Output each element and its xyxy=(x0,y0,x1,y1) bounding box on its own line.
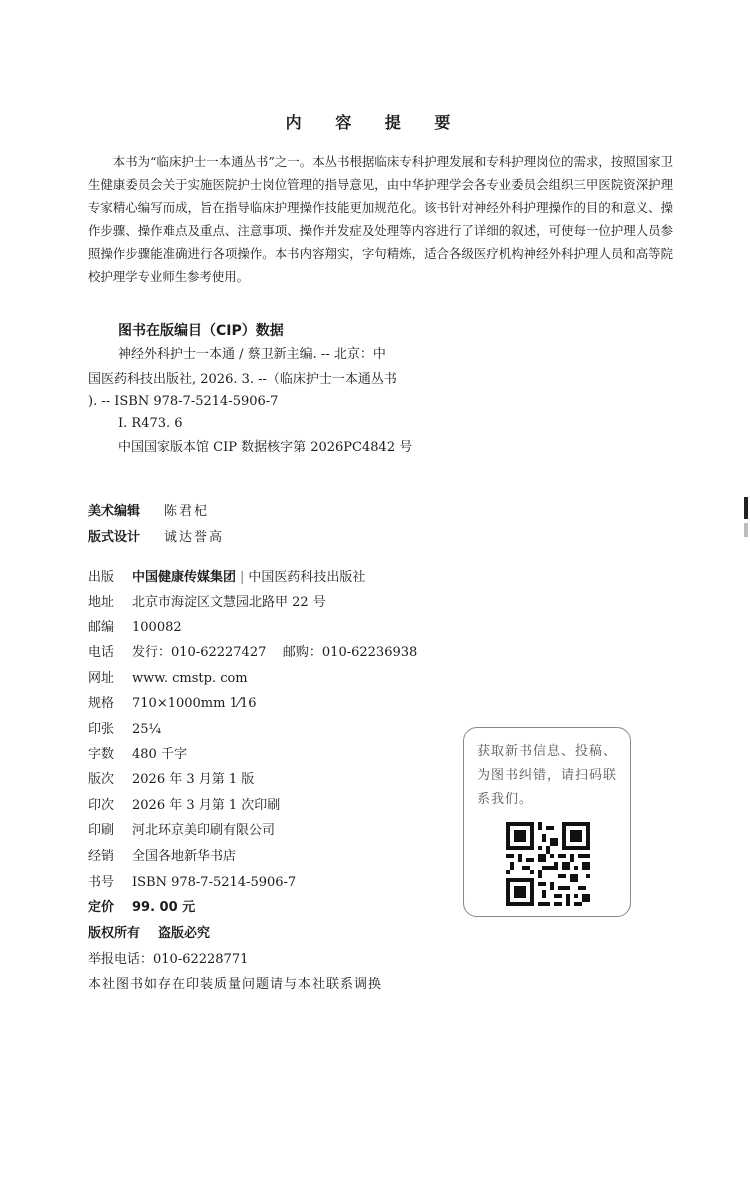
info-row-sheets xyxy=(88,718,161,737)
publisher-label: 出版 xyxy=(88,570,115,585)
cip-line-1: 神经外科护士一本通 / 蔡卫新主编. -- 北京：中 xyxy=(118,347,386,362)
info-row-address xyxy=(88,591,326,610)
piracy-warning: 盗版必究 xyxy=(158,926,211,941)
summary-paragraph: 本书为“临床护士一本通丛书”之一。本丛书根据临床专科护理发展和专科护理岗位的需求，按照国家卫生健康委员会关于实施医院护士岗位管理的指导意见，由中华护理学会各专业委员会组织三甲医院资深护理专家精心编写而成，旨在指导临床护理操作技能更加规范化。该书针对神经外科护理操作的目的和意义、操作步骤、操作难点及重点、注意事项、操作并发症及处理等内容进行了详细的叙述，可使每一位护理人员参照操作步骤能准确进行各项操作。本书内容翔实，字句精炼，适合各级医疗机构神经外科护理人员和高等院校护理学专业师生参考使用。 xyxy=(88,154,673,284)
info-value: 发行：010-62227427 邮购：010-62236938 xyxy=(132,645,418,660)
info-row-isbn xyxy=(88,871,296,890)
credit-value: 诚达誉高 xyxy=(164,530,225,545)
credit-layout-design xyxy=(88,526,224,545)
info-row-distributor xyxy=(88,845,236,864)
info-label: 字数 xyxy=(88,747,115,762)
cip-line-3: ). -- ISBN 978-7-5214-5906-7 xyxy=(88,394,279,409)
qr-code-icon[interactable] xyxy=(506,822,590,906)
info-value: 25¼ xyxy=(132,722,162,737)
page-edge-mark xyxy=(744,497,748,519)
cip-line-2: 国医药科技出版社, 2026. 3. --（临床护士一本通丛书 xyxy=(88,372,397,387)
return-note: 本社图书如存在印装质量问题请与本社联系调换 xyxy=(88,977,383,992)
info-label: 版次 xyxy=(88,772,115,787)
publisher-group: 中国健康传媒集团 xyxy=(132,570,237,585)
info-value: 北京市海淀区文慧园北路甲 22 号 xyxy=(132,595,326,610)
info-row-format xyxy=(88,692,257,711)
content-summary xyxy=(88,150,673,288)
publisher-name: 中国医药科技出版社 xyxy=(248,570,366,585)
info-label: 经销 xyxy=(88,849,115,864)
qr-panel xyxy=(463,727,631,917)
info-value: 2026 年 3 月第 1 版 xyxy=(132,772,255,787)
credit-label: 美术编辑 xyxy=(88,504,141,519)
info-label: 印张 xyxy=(88,722,115,737)
cip-line-5: 中国国家版本馆 CIP 数据核字第 2026PC4842 号 xyxy=(118,440,413,455)
credit-value: 陈君杞 xyxy=(164,504,210,519)
info-row-printer xyxy=(88,819,275,838)
info-label: 书号 xyxy=(88,875,115,890)
price-value: 99. 00 元 xyxy=(132,900,196,915)
qr-caption: 获取新书信息、投稿、为图书纠错，请扫码联系我们。 xyxy=(477,744,618,807)
info-value: ISBN 978-7-5214-5906-7 xyxy=(132,875,297,890)
info-label: 印次 xyxy=(88,798,115,813)
info-label: 规格 xyxy=(88,696,115,711)
page-title: 内 容 提 要 xyxy=(285,113,465,132)
report-phone: 举报电话：010-62228771 xyxy=(88,952,249,967)
info-row-word-count xyxy=(88,743,187,762)
info-label: 网址 xyxy=(88,671,115,686)
info-row-printing xyxy=(88,794,280,813)
price-label: 定价 xyxy=(88,900,115,915)
info-label: 印刷 xyxy=(88,823,115,838)
info-row-edition xyxy=(88,768,254,787)
info-label: 邮编 xyxy=(88,620,115,635)
info-value: www. cmstp. com xyxy=(132,671,248,686)
publisher-row xyxy=(88,566,365,585)
info-label: 地址 xyxy=(88,595,115,610)
info-value: 河北环京美印刷有限公司 xyxy=(132,823,276,838)
credit-label: 版式设计 xyxy=(88,530,141,545)
page-edge-mark-light xyxy=(744,523,748,537)
info-row-postcode xyxy=(88,616,182,635)
info-row-website xyxy=(88,667,248,686)
info-label: 电话 xyxy=(88,645,115,660)
publisher-separator: | xyxy=(240,570,245,585)
info-value: 全国各地新华书店 xyxy=(132,849,237,864)
copyright-notice xyxy=(88,922,228,941)
rights-reserved: 版权所有 xyxy=(88,926,141,941)
info-row-price xyxy=(88,896,195,915)
info-value: 480 千字 xyxy=(132,747,187,762)
credit-art-editor xyxy=(88,500,209,519)
cip-line-4: Ⅰ. R473. 6 xyxy=(118,416,183,431)
info-value: 100082 xyxy=(132,620,182,635)
info-value: 2026 年 3 月第 1 次印刷 xyxy=(132,798,281,813)
info-row-phone xyxy=(88,641,417,660)
info-value: 710×1000mm 1⁄16 xyxy=(132,696,257,711)
cip-heading: 图书在版编目（CIP）数据 xyxy=(118,323,284,339)
